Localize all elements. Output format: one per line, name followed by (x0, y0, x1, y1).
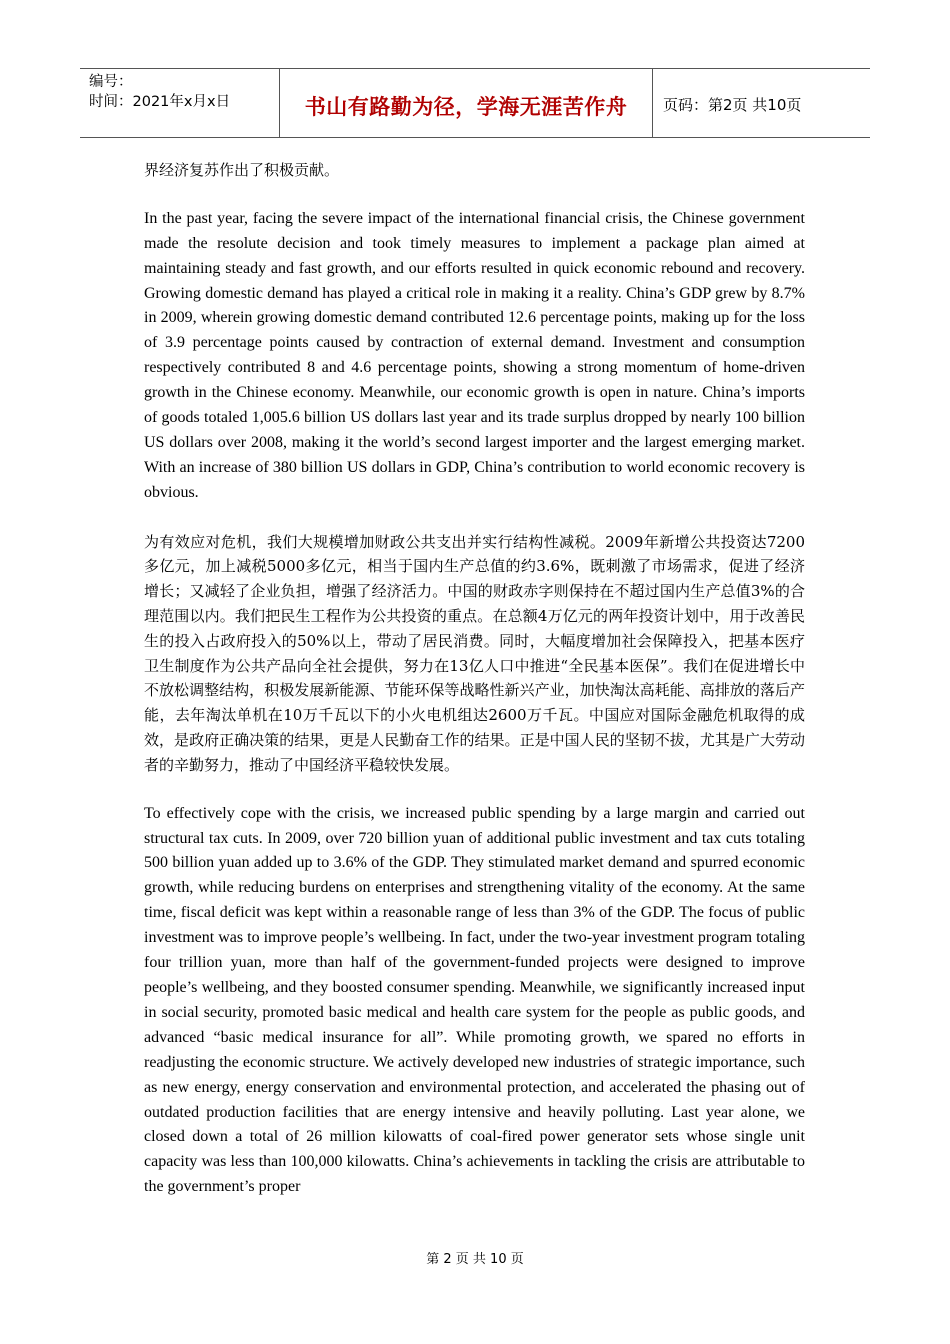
paragraph-en-1: In the past year, facing the severe impact of the international financial crisis, the Chinese government made the resolute decision and took timely measures to implement a package plan aimed at maintaining steady and fast growth, and our efforts resulted in quick economic rebound and recovery. Growing domestic demand has played a critical role in making it a reality. China’s GDP grew by 8.7% in 2009, wherein growing domestic demand contributed 12.6 percentage points, making up for the loss of 3.9 percentage points caused by contraction of external demand. Investment and consumption respectively contributed 8 and 4.6 percentage points, showing a strong momentum of home-driven growth in the Chinese economy. Meanwhile, our economic growth is open in nature. China’s imports of goods totaled 1,005.6 billion US dollars last year and its trade surplus dropped by nearly 100 billion US dollars over 2008, making it the world’s second largest importer and the largest emerging market. With an increase of 380 billion US dollars in GDP, China’s contribution to world economic recovery is obvious. (144, 209, 805, 501)
header-meta (80, 69, 280, 137)
header-motto: 书山有路勤为径，学海无涯苦作舟 (304, 95, 628, 119)
document-body (144, 158, 805, 1200)
page-header (80, 68, 870, 138)
document-time-label: 时间：2021年x月x日 (89, 94, 231, 110)
paragraph-continuation-cn: 界经济复苏作出了积极贡献。 (144, 161, 340, 179)
paragraph-en-2: To effectively cope with the crisis, we increased public spending by a large margin and carried out structural tax cuts. In 2009, over 720 billion yuan of additional public investment and tax cuts totaling 500 billion yuan added up to 3.6% of the GDP. They stimulated market demand and spurred economic growth, while reducing burdens on enterprises and strengthening vitality of the economy. At the same time, fiscal deficit was kept within a reasonable range of less than 3% of the GDP. The focus of public investment was to improve people’s wellbeing. In fact, under the two-year investment program totaling four trillion yuan, more than half of the government-funded projects were designed to improve people’s wellbeing, and they boosted consumer spending. Meanwhile, we significantly increased input in social security, promoted basic medical and health care system for the people as public goods, and advanced “basic medical insurance for all”. While promoting growth, we spared no efforts in readjusting the economic structure. We actively developed new industries of strategic importance, such as new energy, energy conservation and environmental protection, and accelerated the phasing out of outdated production facilities that are energy intensive and heavily polluting. Last year alone, we closed down a total of 26 million kilowatts of coal-fired power generator sets whose single unit capacity was less than 100,000 kilowatts. China’s achievements in tackling the crisis are attributable to the government’s proper (144, 804, 805, 1196)
page-footer: 第 2 页 共 10 页 (426, 1252, 524, 1267)
header-page-cell (653, 69, 870, 137)
header-page-number: 页码：第2页 共10页 (663, 95, 802, 114)
header-motto-cell (280, 69, 653, 137)
paragraph-cn-2: 为有效应对危机，我们大规模增加财政公共支出并实行结构性减税。2009年新增公共投资达7200多亿元，加上减税5000多亿元，相当于国内生产总值的约3.6%，既刺激了市场需求，促进了经济增长；又减轻了企业负担，增强了经济活力。中国的财政赤字则保持在不超过国内生产总值3%的合理范围以内。我们把民生工程作为公共投资的重点。在总额4万亿元的两年投资计划中，用于改善民生的投入占政府投入的50%以上，带动了居民消费。同时，大幅度增加社会保障投入，把基本医疗卫生制度作为公共产品向全社会提供，努力在13亿人口中推进“全民基本医保”。我们在促进增长中不放松调整结构，积极发展新能源、节能环保等战略性新兴产业，加快淘汰高耗能、高排放的落后产能，去年淘汰单机在10万千瓦以下的小火电机组达2600万千瓦。中国应对国际金融危机取得的成效，是政府正确决策的结果，更是人民勤奋工作的结果。正是中国人民的坚韧不拔，尤其是广大劳动者的辛勤努力，推动了中国经济平稳较快发展。 (144, 532, 805, 774)
document-number-label: 编号： (89, 74, 133, 90)
